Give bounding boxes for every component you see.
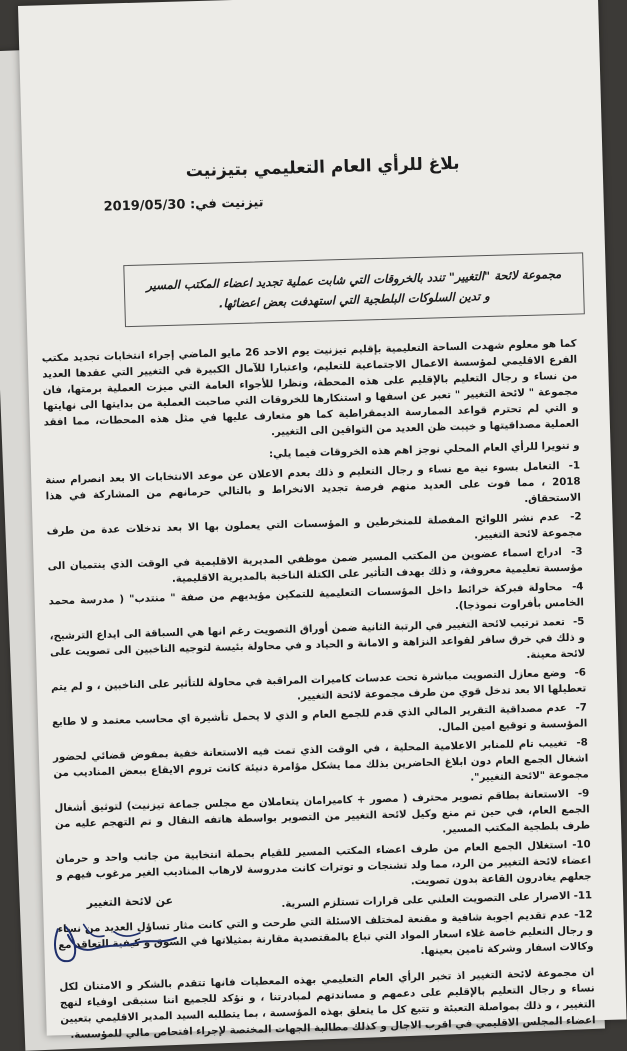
list-item: 9- الاستعانة بطاقم تصوير محترف ( مصور + كاميرامان يتعاملان مع مجلس جماعة تيزنيت) لتوثيق أشغال الجمع العام، في حين تم منع وكيل لائحة التغيير من التصوير بواسطة هاتفه النقال و تم التهجم عليه من طرف بلطجية المكتب المسير. xyxy=(54,788,591,836)
list-item: 7- عدم مصداقية التقرير المالي الذي قدم للجمع العام و الذي لا يحمل تأشيرة اي محاسب معتمد و لا طابع المؤسسة و توقيع امين المال. xyxy=(51,702,588,734)
document-date xyxy=(63,195,263,216)
signature-label: عن لائحة التغيير xyxy=(86,894,174,910)
violations-list xyxy=(45,458,594,970)
list-item: 8- تغييب تام للمنابر الاعلامية المحلية ، في الوقت الذي تمت فيه الاستعانة خفية بمفوض قضائي لحضور اشغال الجمع العام دون ابلاغ الحاضرين بذلك مما يشكل مؤامرة دنيئة كانت تروم الايقاع ببعض المناديب من مجموعة "لائحة التغيير". xyxy=(52,737,589,784)
document-page xyxy=(18,0,627,1041)
list-intro: و تنويرا للرأي العام المحلي نوجز اهم هذه الخروقات فيما يلي: xyxy=(268,440,580,461)
list-item: 1- التعامل بسوء نية مع نساء و رجال التعليم و ذلك بعدم الاعلان عن موعد الانتخابات الا بعد انصرام سنة 2018 ، مما فوت على العديد منهم فرصة تجديد الانخراط و بالتالي حرمانهم من المشاركة في هذا الاستحقاق. xyxy=(45,460,582,506)
summary-line-1: مجموعة لائحة "التغيير" تندد بالخروقات التي شابت عملية تجديد اعضاء المكتب المسير xyxy=(146,266,562,293)
date-label: تيزنيت في: xyxy=(189,195,264,213)
intro-paragraph: كما هو معلوم شهدت الساحة التعليمية بإقليم تيزنيت يوم الاحد 26 مايو الماضي إجراء انتخابات تجديد مكتب الفرع الاقليمي لمؤسسة الاعمال الاجتماعية للتعليم، واعتبارا للآمال الكبيرة في التغيير التي عقدها العديد من نساء و رجال التعليم بالإقليم على هذه المحطة، ونظرا للأجواء العامة التي ميزت العملية برمتها، فان مجموعة " لائحة التغيير " تعبر عن اسفها و استنكارها للخروقات التي صاحبت العملية من بدايتها الى نهايتها و التي لم تحترم قواعد الممارسة الديمقراطية كما هو متعارف عليها في مثل هذه المحطات، مما افقد العملية مصداقيتها و خيبت ظن العديد من التواقين الى التغيير. xyxy=(41,338,580,439)
list-item: 12- عدم تقديم اجوبة شافية و مقنعة لمختلف الاسئلة التي طرحت و التي كانت مثار تساؤل العديد من نساء و رجال التعليم خاصة غلاء اسعار المواد التي تباع بالمقتصدية مقارنة بمثيلاتها في السوق و كيفية التعاقد مع وكالات اسفار وشركة تامين بعينها. xyxy=(57,909,594,958)
date-value: 2019/05/30 xyxy=(103,197,186,215)
summary-box xyxy=(123,252,585,327)
list-item: 10- استغلال الجمع العام من طرف اعضاء المكتب المسير للقيام بحملة انتخابية من جانب واحد و حرمان اعضاء لائحة التغيير من الرد، مما ولد تشنجات و توترات كانت مدروسة لارهاب المناديب الغير مرغوب فيهم و جعلهم يغادرون القاعة بدون تصويت. xyxy=(55,839,592,888)
document-content xyxy=(18,0,596,1041)
list-item: 11- الاصرار على التصويت العلني على قرارات تستلزم السرية. xyxy=(281,890,593,910)
list-item: 6- وضع معازل التصويت مباشرة تحت عدسات كاميرات المراقبة في محاولة للتأثير على الناخبين ، و لم يتم تعطيلها الا بعد تدخل قوي من طرف مجموعة لائحة التغيير. xyxy=(50,667,587,703)
document-title: بلاغ للرأي العام التعليمي بتيزنيت xyxy=(185,153,460,182)
list-item: 2- عدم نشر اللوائح المفصلة للمنخرطين و المؤسسات التي يعملون بها الا بعد تدخلات عدة من طرف مجموعة لائحة التغيير. xyxy=(46,511,583,542)
list-item: 3- ادراج اسماء عضوين من المكتب المسير ضمن موظفي المديرية الاقليمية في الوقت الذي ينتميان الى مؤسسة تعليمية معروفة، و ذلك بهدف التأثير على الكتلة الناخبة بالمديرية الاقليمية. xyxy=(47,546,584,585)
summary-line-2: و تدين السلوكات البلطجية التي استهدفت بعض اعضائها. xyxy=(218,288,490,311)
handwritten-signature xyxy=(43,901,195,975)
list-item: 4- محاولة فبركة خرائط داخل المؤسسات التعليمية للتمكين مؤيديهم من صفة " منتدب" ( مدرسة محمد الخامس بأفراوت نموذجا). xyxy=(48,581,585,613)
list-item: 5- تعمد ترتيب لائحة التغيير في الرتبة الثانية ضمن أوراق التصويت رغم انها هي السباقة الى ايداع الترشيح، و ذلك في خرق سافر لقواعد النزاهة و الامانة و الحياد و في محاولة بئيسة لتوجيه الناخبين الى تصويت على لائحة معينة. xyxy=(49,616,586,662)
closing-paragraph: ان مجموعة لائحة التغيير اذ تخبر الرأي العام التعليمي بهذه المعطيات فانها تتقدم بالشكر و الامتنان لكل نساء و رجال التعليم بالإقليم على دعمهم و مساندتهم لمبادرتنا ، و نؤكد للجميع اننا سنبقى اوفياء لنهج التغيير ، و ذلك بمواصلة التعبئة و تتبع كل ما يتعلق بهذه المؤسسة ، بما يتطلبه السيد المدير الاقليمي بتعيين اعضاء المجلس الاقليمي في اقرب الاجال و كذلك مطالبة الجهات المختصة لإجراء افتحاص مالي للمؤسسة. xyxy=(59,967,596,1041)
